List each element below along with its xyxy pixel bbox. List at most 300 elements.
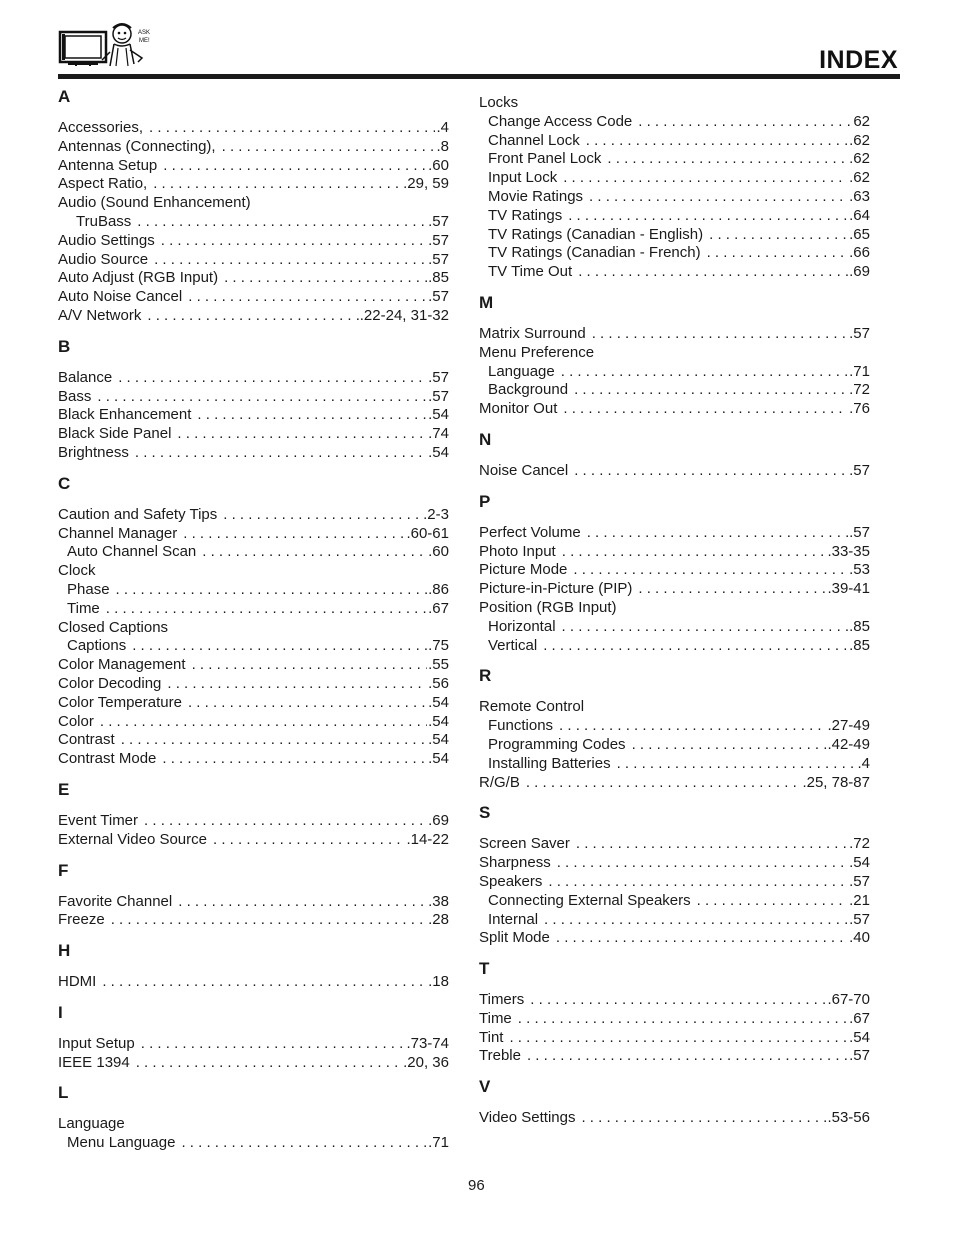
dot-leader: [97, 388, 427, 407]
entry-page: .42-49: [827, 735, 870, 753]
index-entry: [479, 854, 870, 873]
entry-label: Channel Lock: [488, 131, 580, 149]
index-entry: [479, 755, 870, 774]
entry-label: Connecting External Speakers: [488, 891, 691, 909]
index-section: [479, 491, 870, 656]
entry-label: Black Enhancement: [58, 406, 192, 424]
entry-label: Menu Preference: [479, 343, 595, 361]
dot-leader: [213, 831, 405, 850]
dot-leader: [587, 524, 848, 543]
entry-page: .66: [849, 244, 870, 262]
index-entry: [479, 1010, 870, 1029]
entry-label: Bass: [58, 387, 92, 405]
entry-label: Photo Input: [479, 542, 556, 560]
dot-leader: [188, 288, 427, 307]
index-entry: [479, 524, 870, 543]
entry-label: Brightness: [58, 443, 129, 461]
dot-leader: [177, 425, 427, 444]
entry-page: .67-70: [827, 991, 870, 1009]
index-entry: [479, 580, 870, 599]
entry-page: .54: [849, 854, 870, 872]
section-letter: L: [58, 1083, 69, 1103]
dot-leader: [147, 307, 358, 326]
index-entry: [479, 911, 870, 930]
dot-leader: [118, 369, 427, 388]
header-rule: [58, 74, 900, 79]
index-entry: [58, 175, 449, 194]
dot-leader: [707, 244, 849, 263]
entry-label: Treble: [479, 1047, 521, 1065]
index-section: [479, 292, 870, 419]
dot-leader: [135, 444, 427, 463]
dot-leader: [137, 213, 427, 232]
entry-page: .75: [428, 637, 449, 655]
index-entry: [58, 1054, 449, 1073]
index-entry: [58, 406, 449, 425]
dot-leader: [222, 138, 436, 157]
dot-leader: [132, 637, 427, 656]
entry-label: Auto Adjust (RGB Input): [58, 269, 219, 287]
entry-label: Phase: [67, 580, 110, 598]
index-entry: [479, 637, 870, 656]
entry-label: Color Temperature: [58, 693, 182, 711]
index-entry: [58, 288, 449, 307]
entry-page: .85: [849, 617, 870, 635]
dot-leader: [557, 854, 848, 873]
index-section: [58, 86, 449, 326]
dot-leader: [574, 462, 848, 481]
dot-leader: [578, 263, 848, 282]
index-entry: [58, 1035, 449, 1054]
dot-leader: [589, 188, 848, 207]
entry-page: .2-3: [423, 505, 449, 523]
index-entry: [58, 637, 449, 656]
index-entry: [58, 619, 449, 638]
dot-leader: [559, 717, 826, 736]
index-entry: [479, 94, 870, 113]
entry-page: .57: [428, 368, 449, 386]
entry-label: A/V Network: [58, 306, 142, 324]
index-entry: [479, 244, 870, 263]
entry-label: Screen Saver: [479, 835, 570, 853]
entry-label: Freeze: [58, 911, 105, 929]
dot-leader: [562, 543, 827, 562]
index-column-left: [58, 86, 449, 1163]
entry-label: Clock: [58, 562, 96, 580]
entry-page: .76: [849, 400, 870, 418]
entry-label: R/G/B: [479, 773, 520, 791]
entry-page: .54: [428, 731, 449, 749]
dot-leader: [697, 892, 849, 911]
index-entry: [58, 543, 449, 562]
entry-label: Event Timer: [58, 811, 139, 829]
entry-label: Remote Control: [479, 698, 585, 716]
entry-label: Front Panel Lock: [488, 150, 602, 168]
index-entry: [479, 835, 870, 854]
entry-label: Black Side Panel: [58, 425, 172, 443]
dot-leader: [178, 893, 427, 912]
entry-label: Audio (Sound Enhancement): [58, 194, 251, 212]
index-entry: [479, 325, 870, 344]
entry-label: TV Ratings (Canadian - English): [488, 225, 704, 243]
dot-leader: [617, 755, 857, 774]
entry-page: .72: [849, 835, 870, 853]
index-entry: [58, 251, 449, 270]
section-letter: S: [479, 803, 491, 823]
index-section: [58, 336, 449, 463]
index-section: [58, 1002, 449, 1073]
index-entry: [58, 269, 449, 288]
index-entry: [479, 113, 870, 132]
entry-label: IEEE 1394: [58, 1053, 130, 1071]
section-letter: R: [479, 666, 492, 686]
index-entry: [479, 543, 870, 562]
dot-leader: [161, 232, 427, 251]
entry-page: .53: [849, 561, 870, 579]
index-entry: [58, 157, 449, 176]
entry-page: .54: [428, 406, 449, 424]
entry-page: .57: [428, 288, 449, 306]
entry-page: .18: [428, 973, 449, 991]
entry-label: Time: [67, 599, 100, 617]
index-entry: [479, 263, 870, 282]
index-entry: [58, 232, 449, 251]
index-entry: [58, 194, 449, 213]
entry-page: .57: [428, 212, 449, 230]
entry-label: Picture-in-Picture (PIP): [479, 580, 633, 598]
entry-page: .8: [436, 137, 449, 155]
dot-leader: [163, 157, 427, 176]
entry-label: Contrast: [58, 731, 115, 749]
index-entry: [58, 388, 449, 407]
index-entry: [58, 812, 449, 831]
dot-leader: [183, 525, 405, 544]
entry-label: Color Management: [58, 656, 186, 674]
section-letter: B: [58, 336, 71, 356]
entry-page: .69: [849, 263, 870, 281]
dot-leader: [709, 226, 848, 245]
dot-leader: [544, 911, 848, 930]
entry-label: Matrix Surround: [479, 324, 586, 342]
dot-leader: [144, 812, 427, 831]
entry-label: Audio Settings: [58, 231, 155, 249]
index-entry: [479, 207, 870, 226]
entry-page: .22-24, 31-32: [359, 306, 449, 324]
entry-label: Internal: [488, 910, 539, 928]
index-entry: [479, 188, 870, 207]
entry-label: Language: [488, 362, 555, 380]
index-entry: [479, 400, 870, 419]
index-entry: [479, 1029, 870, 1048]
dot-leader: [632, 736, 827, 755]
entry-label: Caution and Safety Tips: [58, 505, 218, 523]
entry-label: Contrast Mode: [58, 750, 157, 768]
index-entry: [479, 774, 870, 793]
index-entry: [479, 132, 870, 151]
page-number: 96: [468, 1177, 485, 1194]
index-entry: [58, 1115, 449, 1134]
index-entry: [58, 675, 449, 694]
dot-leader: [116, 581, 428, 600]
section-letter: A: [58, 87, 71, 106]
entry-page: .62: [849, 131, 870, 149]
entry-page: .62: [849, 150, 870, 168]
entry-label: Installing Batteries: [488, 754, 611, 772]
index-entry: [479, 717, 870, 736]
section-letter: C: [58, 473, 71, 493]
entry-label: Antenna Setup: [58, 156, 158, 174]
index-section: [479, 802, 870, 948]
dot-leader: [167, 675, 427, 694]
entry-page: .65: [849, 225, 870, 243]
section-letter: E: [58, 779, 70, 799]
entry-label: Position (RGB Input): [479, 598, 617, 616]
index-entry: [58, 911, 449, 930]
entry-label: Picture Mode: [479, 561, 568, 579]
dot-leader: [638, 113, 852, 132]
section-letter: F: [58, 860, 69, 880]
entry-label: External Video Source: [58, 830, 207, 848]
entry-label: Speakers: [479, 872, 543, 890]
entry-page: .57: [849, 461, 870, 479]
entry-page: .71: [428, 1134, 449, 1152]
entry-label: Channel Manager: [58, 524, 178, 542]
entry-label: Menu Language: [67, 1134, 176, 1152]
index-entry: [479, 873, 870, 892]
dot-leader: [102, 973, 427, 992]
entry-page: .57: [428, 387, 449, 405]
dot-leader: [111, 911, 427, 930]
entry-label: Movie Ratings: [488, 187, 584, 205]
dot-leader: [638, 580, 826, 599]
index-entry: [58, 119, 449, 138]
dot-leader: [586, 132, 848, 151]
index-entry: [479, 169, 870, 188]
dot-leader: [136, 1054, 402, 1073]
entry-label: Color: [58, 712, 94, 730]
index-entry: [479, 991, 870, 1010]
dot-leader: [154, 251, 427, 270]
dot-leader: [224, 269, 427, 288]
entry-label: Auto Noise Cancel: [58, 288, 183, 306]
entry-label: TV Time Out: [488, 263, 573, 281]
entry-label: Background: [488, 381, 569, 399]
entry-page: .29, 59: [403, 175, 449, 193]
entry-page: 62: [853, 112, 870, 130]
index-section: [58, 940, 449, 992]
entry-label: HDMI: [58, 973, 97, 991]
section-letter: N: [479, 429, 492, 449]
entry-label: Perfect Volume: [479, 523, 581, 541]
entry-label: Noise Cancel: [479, 461, 569, 479]
dot-leader: [548, 873, 848, 892]
entry-label: Sharpness: [479, 854, 551, 872]
index-entry: [479, 929, 870, 948]
entry-label: Balance: [58, 368, 113, 386]
entry-label: Programming Codes: [488, 735, 626, 753]
index-entry: [58, 600, 449, 619]
dot-leader: [576, 835, 848, 854]
index-entry: [58, 831, 449, 850]
entry-label: Audio Source: [58, 250, 149, 268]
section-letter: V: [479, 1077, 491, 1097]
entry-page: .54: [428, 750, 449, 768]
entry-page: .57: [849, 324, 870, 342]
entry-page: .67: [428, 599, 449, 617]
dot-leader: [556, 929, 848, 948]
entry-page: .57: [849, 1047, 870, 1065]
index-entry: [58, 138, 449, 157]
index-entry: [58, 656, 449, 675]
index-entry: [479, 736, 870, 755]
index-entry: [479, 618, 870, 637]
dot-leader: [106, 600, 427, 619]
dot-leader: [121, 731, 427, 750]
entry-label: Aspect Ratio,: [58, 175, 148, 193]
dot-leader: [141, 1035, 406, 1054]
entry-page: .56: [428, 674, 449, 692]
entry-page: .14-22: [406, 830, 449, 848]
index-entry: [58, 525, 449, 544]
section-letter: I: [58, 1002, 63, 1022]
entry-label: Split Mode: [479, 929, 550, 947]
dot-leader: [573, 561, 848, 580]
entry-page: .25, 78-87: [802, 773, 870, 791]
entry-page: .54: [849, 1028, 870, 1046]
entry-page: .57: [849, 910, 870, 928]
entry-page: .57: [849, 872, 870, 890]
entry-page: .74: [428, 425, 449, 443]
entry-page: .4: [436, 119, 449, 136]
index-entry: [58, 369, 449, 388]
index-entry: [58, 506, 449, 525]
entry-label: Captions: [67, 637, 127, 655]
entry-label: Favorite Channel: [58, 892, 173, 910]
svg-text:ASK: ASK: [138, 30, 151, 36]
entry-page: .69: [428, 811, 449, 829]
entry-page: .57: [428, 250, 449, 268]
index-entry: [58, 973, 449, 992]
entry-label: Input Setup: [58, 1034, 135, 1052]
dot-leader: [607, 150, 848, 169]
svg-text:ME!: ME!: [139, 38, 150, 44]
index-entry: [58, 731, 449, 750]
dot-leader: [562, 618, 849, 637]
entry-label: TV Ratings (Canadian - French): [488, 244, 701, 262]
entry-page: .40: [849, 929, 870, 947]
entry-label: TV Ratings: [488, 206, 563, 224]
entry-page: .63: [849, 187, 870, 205]
index-entry: [58, 713, 449, 732]
index-entry: [479, 344, 870, 363]
index-entry: [479, 363, 870, 382]
entry-page: .54: [428, 443, 449, 461]
index-entry: [479, 561, 870, 580]
index-entry: [58, 1134, 449, 1153]
dot-leader: [561, 363, 848, 382]
dot-leader: [153, 175, 402, 194]
dot-leader: [530, 991, 826, 1010]
entry-page: .4: [857, 754, 870, 772]
entry-page: .38: [428, 892, 449, 910]
index-entry: [58, 444, 449, 463]
index-section: [58, 860, 449, 931]
dot-leader: [192, 656, 428, 675]
entry-page: .57: [849, 523, 870, 541]
entry-label: Vertical: [488, 636, 538, 654]
index-section: [58, 779, 449, 850]
dot-leader: [162, 750, 427, 769]
dot-leader: [509, 1029, 848, 1048]
index-entry: [479, 381, 870, 400]
dot-leader: [527, 1047, 848, 1066]
index-entry: [479, 1047, 870, 1066]
section-letter: M: [479, 292, 494, 312]
entry-label: Horizontal: [488, 617, 556, 635]
index-section: [479, 1076, 870, 1128]
entry-page: .33-35: [827, 542, 870, 560]
index-entry: [58, 750, 449, 769]
entry-label: Locks: [479, 94, 519, 111]
index-entry: [58, 694, 449, 713]
entry-label: Change Access Code: [488, 112, 633, 130]
dot-leader: [526, 774, 802, 793]
entry-page: .57: [428, 231, 449, 249]
entry-label: Video Settings: [479, 1109, 576, 1127]
entry-page: .53-56: [827, 1109, 870, 1127]
entry-page: .55: [428, 656, 449, 674]
index-entry: [58, 581, 449, 600]
entry-label: Time: [479, 1009, 512, 1027]
entry-page: .54: [428, 712, 449, 730]
entry-label: Functions: [488, 717, 554, 735]
section-letter: H: [58, 941, 71, 961]
entry-label: Accessories,: [58, 119, 144, 136]
dot-leader: [202, 543, 427, 562]
dot-leader: [592, 325, 848, 344]
entry-page: .21: [849, 891, 870, 909]
entry-page: .71: [849, 362, 870, 380]
entry-label: TruBass: [76, 212, 132, 230]
entry-label: Auto Channel Scan: [67, 543, 197, 561]
entry-page: .67: [849, 1009, 870, 1027]
entry-page: .72: [849, 381, 870, 399]
index-entry: [58, 213, 449, 232]
index-section: [58, 1082, 449, 1153]
entry-label: Timers: [479, 991, 525, 1009]
index-entry: [58, 562, 449, 581]
entry-page: .60-61: [406, 524, 449, 542]
index-column-right: [479, 94, 870, 1138]
section-letter: T: [479, 959, 490, 979]
index-entry: [479, 599, 870, 618]
entry-page: .60: [428, 543, 449, 561]
entry-page: .60: [428, 156, 449, 174]
index-entry: [479, 462, 870, 481]
dot-leader: [581, 1109, 826, 1128]
entry-page: .86: [428, 580, 449, 598]
page-title: INDEX: [819, 46, 898, 74]
index-entry: [479, 698, 870, 717]
entry-page: .39-41: [827, 580, 870, 598]
entry-label: Antennas (Connecting),: [58, 137, 216, 155]
index-section: [479, 429, 870, 481]
entry-page: .20, 36: [403, 1053, 449, 1071]
entry-label: Input Lock: [488, 169, 558, 187]
dot-leader: [563, 400, 848, 419]
index-entry: [58, 307, 449, 326]
index-entry: [479, 1109, 870, 1128]
